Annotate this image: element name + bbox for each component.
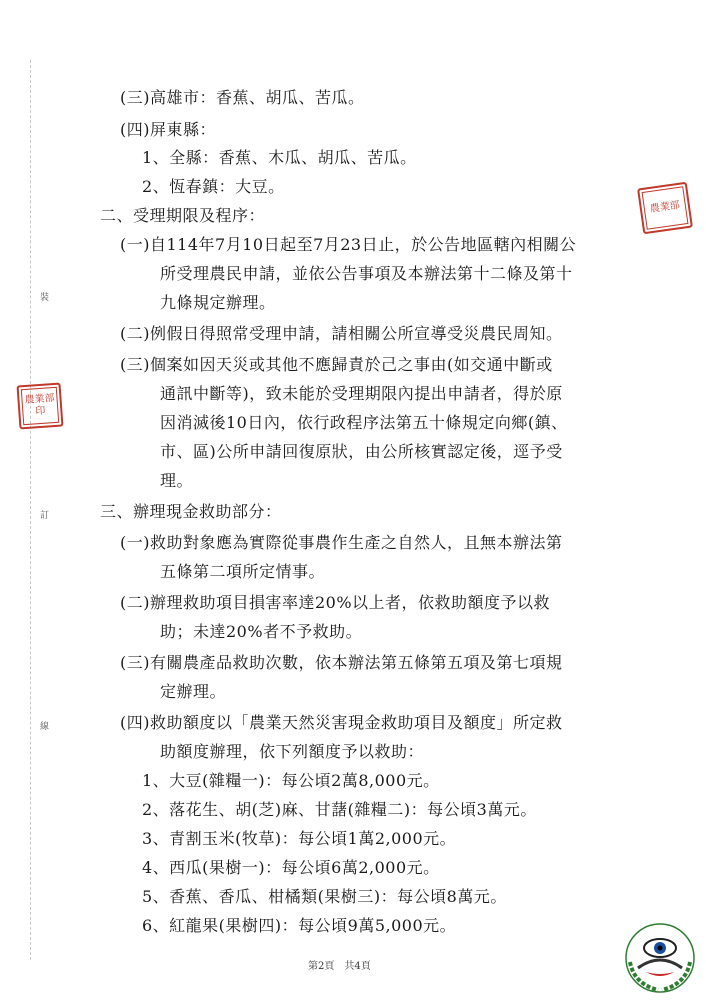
text-line: 定辦理。 [160,682,227,701]
margin-char-bottom: 線 [40,722,50,732]
text-line: 助；未達20%者不予救助。 [160,622,363,641]
seal-stamp-right-text: 農業部 [642,186,689,229]
text-line: (一)自114年7月10日起至7月23日止，於公告地區轄內相關公 [120,235,577,254]
text-line: (三)高雄市：香蕉、胡瓜、苦瓜。 [120,88,365,107]
text-line: 助額度辦理，依下列額度予以救助： [160,742,425,761]
text-line: (二)例假日得照常受理申請，請相關公所宣導受災農民周知。 [120,324,563,343]
text-line: 五條第二項所定情事。 [160,562,326,581]
list-item: 4、西瓜(果樹一)：每公頃6萬2,000元。 [142,858,440,877]
section-heading: 三、辦理現金救助部分： [100,502,282,521]
text-line: 市、區)公所申請回復原狀，由公所核實認定後，逕予受 [160,442,563,461]
section-heading: 二、受理期限及程序： [100,206,266,225]
ministry-emblem-icon [624,922,696,994]
list-item: 5、香蕉、香瓜、柑橘類(果樹三)：每公頃8萬元。 [142,887,507,906]
list-item: 6、紅龍果(果樹四)：每公頃9萬5,000元。 [142,916,457,935]
text-line: 2、恆春鎮：大豆。 [142,177,285,196]
text-line: (四)屏東縣： [120,120,216,139]
text-line: (一)救助對象應為實際從事農作生產之自然人，且無本辦法第 [120,533,563,552]
list-item: 2、落花生、胡(芝)麻、甘藷(雜糧二)：每公頃3萬元。 [142,800,537,819]
text-line: (四)救助額度以「農業天然災害現金救助項目及額度」所定救 [120,713,563,732]
text-line: (三)個案如因天災或其他不應歸責於己之事由(如交通中斷或 [120,355,553,374]
binding-line [30,60,31,960]
text-line: 1、全縣：香蕉、木瓜、胡瓜、苦瓜。 [142,148,417,167]
list-item: 3、青割玉米(牧草)：每公頃1萬2,000元。 [142,829,457,848]
margin-char-top: 裝 [40,293,50,303]
text-line: 理。 [160,471,194,490]
seal-stamp-left [17,383,64,430]
text-line: 因消滅後10日內，依行政程序法第五十條規定向鄉(鎮、 [160,413,568,432]
margin-char-middle: 訂 [40,511,50,521]
page-number: 第2頁 共4頁 [308,961,371,972]
list-item: 1、大豆(雜糧一)：每公頃2萬8,000元。 [142,771,440,790]
seal-stamp-right [637,182,693,235]
text-line: (二)辦理救助項目損害率達20%以上者，依救助額度予以救 [120,593,551,612]
text-line: 九條規定辦理。 [160,293,276,312]
text-line: 所受理農民申請，並依公告事項及本辦法第十二條及第十 [160,264,573,283]
seal-stamp-left-text: 農業部印 [21,387,59,425]
text-line: 通訊中斷等)，致未能於受理期限內提出申請者，得於原 [160,384,563,403]
text-line: (三)有關農產品救助次數，依本辦法第五條第五項及第七項規 [120,653,563,672]
